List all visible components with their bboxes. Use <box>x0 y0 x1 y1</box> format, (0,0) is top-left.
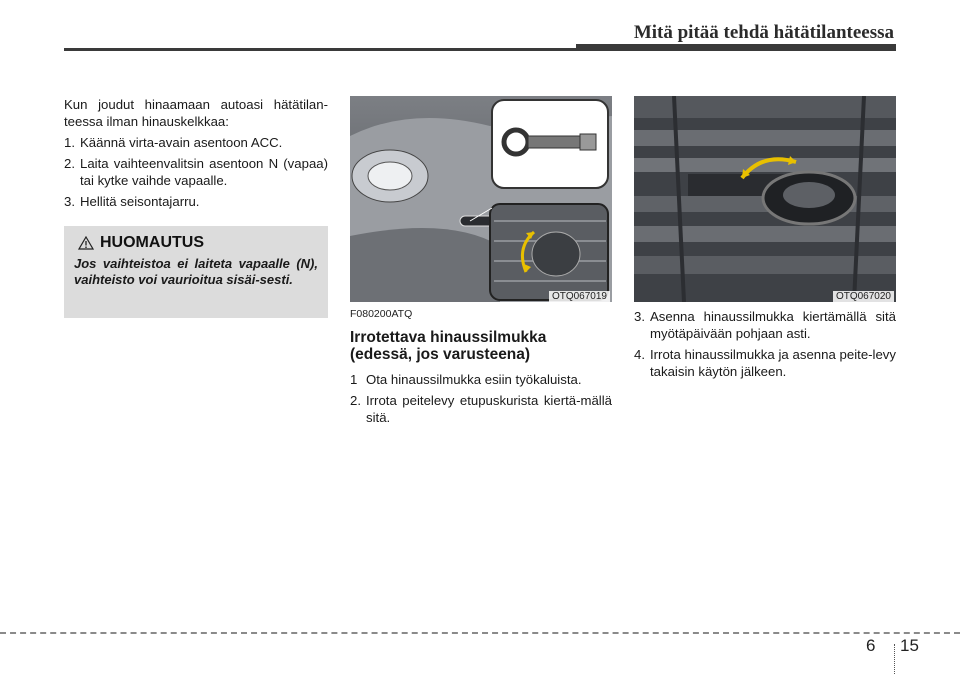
list-item <box>634 308 896 342</box>
page-separator <box>894 644 895 674</box>
list-item <box>350 392 612 426</box>
step-text: Irrota hinaussilmukka ja asenna peite-levy takaisin käytön jälkeen. <box>650 347 896 379</box>
section-title: Mitä pitää tehdä hätätilanteessa <box>633 22 894 43</box>
step-text: Hellitä seisontajarru. <box>80 194 200 209</box>
notice-header <box>78 234 318 252</box>
step-number: 4. <box>634 347 645 362</box>
notice-box <box>64 226 328 318</box>
figure-tow-hook <box>634 96 896 302</box>
notice-title: HUOMAUTUS <box>100 234 204 251</box>
footer-rule <box>0 632 960 634</box>
list-item <box>350 371 612 388</box>
step-text: Laita vaihteenvalitsin asentoon N (vapaa) tai kytke vaihde vapaalle. <box>80 156 328 188</box>
section-code: F080200ATQ <box>350 308 413 320</box>
intro-text: Kun joudut hinaamaan autoasi hätätilan-teessa ilman hinauskelkkaa: <box>64 97 328 129</box>
step-number: 2. <box>64 156 75 171</box>
figure-code: OTQ067020 <box>833 291 894 302</box>
left-column <box>64 96 328 214</box>
list-item <box>634 346 896 380</box>
step-number: 2. <box>350 393 361 408</box>
step-number: 1 <box>350 372 358 387</box>
middle-column <box>350 306 612 430</box>
step-text: Ota hinaussilmukka esiin työkaluista. <box>366 372 582 387</box>
front-bumper-illustration <box>350 96 612 302</box>
section-heading: Irrotettava hinaussilmukka (edessä, jos varusteena) <box>350 329 547 363</box>
warning-icon <box>78 236 94 250</box>
list-item <box>64 193 328 210</box>
step-number: 3. <box>64 194 75 209</box>
figure-front-bumper <box>350 96 612 302</box>
notice-body: Jos vaihteistoa ei laiteta vapaalle (N), vaihteisto voi vaurioitua sisäi-sesti. <box>74 256 318 287</box>
figure-code: OTQ067019 <box>549 291 610 302</box>
header-rule <box>64 48 896 51</box>
chapter-number: 6 <box>866 636 876 655</box>
tow-hook-illustration <box>634 96 896 302</box>
step-number: 1. <box>64 135 75 150</box>
page-number: 15 <box>900 636 919 655</box>
right-column <box>634 308 896 384</box>
list-item <box>64 134 328 151</box>
step-number: 3. <box>634 309 645 324</box>
step-text: Irrota peitelevy etupuskurista kiertä-mällä sitä. <box>366 393 612 425</box>
step-text: Asenna hinaussilmukka kiertämällä sitä myötäpäivään pohjaan asti. <box>650 309 896 341</box>
step-text: Käännä virta-avain asentoon ACC. <box>80 135 283 150</box>
list-item <box>64 155 328 189</box>
